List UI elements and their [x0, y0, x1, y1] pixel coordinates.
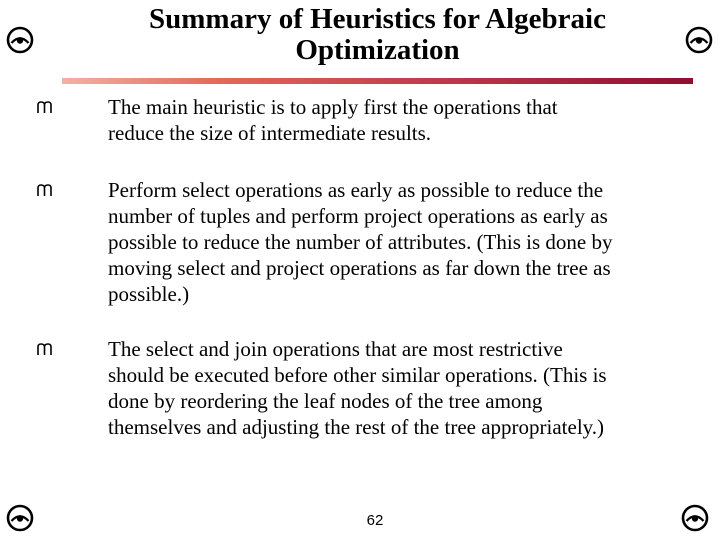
- bullet-line: possible to reduce the number of attributes. (This is done by: [108, 230, 613, 254]
- bullet-line: number of tuples and perform project operations as early as: [108, 204, 608, 228]
- bullet-marker-icon: [37, 101, 52, 114]
- bullet-line: possible.): [108, 282, 190, 306]
- slide-title-line-1: Summary of Heuristics for Algebraic: [149, 3, 606, 35]
- page-number: 62: [366, 512, 384, 529]
- bullet-line: moving select and project operations as far down the tree as: [108, 256, 611, 280]
- slide-title-line-2: Optimization: [295, 34, 460, 66]
- bullet-line: Perform select operations as early as possible to reduce the: [108, 178, 604, 202]
- bullet-line: reduce the size of intermediate results.: [108, 121, 432, 145]
- bullet-item: [108, 336, 698, 440]
- bullet-item: [108, 94, 698, 146]
- bullet-line: should be executed before other similar operations. (This is: [108, 363, 607, 387]
- bullet-line: The main heuristic is to apply first the operations that: [108, 95, 558, 119]
- bullet-marker-icon: [37, 184, 52, 197]
- bullet-line: themselves and adjusting the rest of the tree appropriately.): [108, 415, 605, 439]
- bullet-line: done by reordering the leaf nodes of the tree among: [108, 389, 543, 413]
- bullet-item: [108, 177, 698, 307]
- bullet-marker-icon: [37, 343, 52, 356]
- bullet-line: The select and join operations that are most restrictive: [108, 337, 563, 361]
